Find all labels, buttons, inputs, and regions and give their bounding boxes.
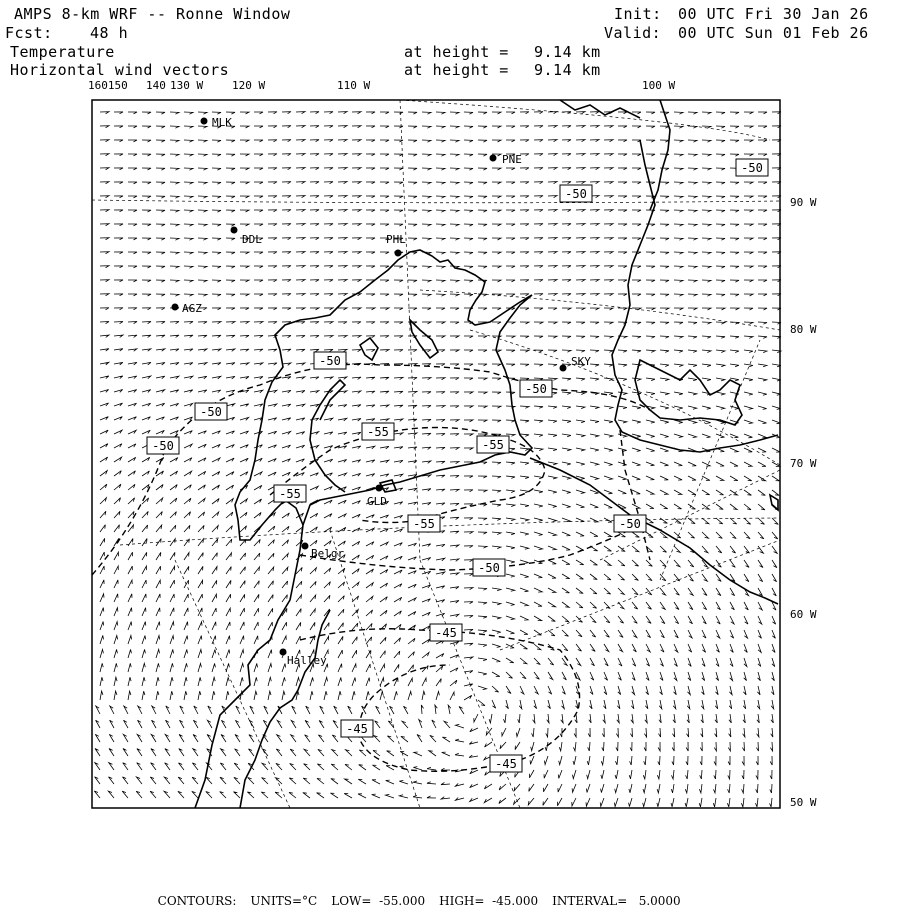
lon-label: 130 W [170,79,204,92]
contour-label: -55 [413,517,435,531]
station-label: Belgr [311,547,345,560]
contour-high: HIGH= -45.000 [439,894,539,908]
lat-label: 60 W [790,608,817,621]
init-label: Init: [614,5,662,23]
lat-label: 80 W [790,323,817,336]
height-value-2: 9.14 km [534,61,601,79]
contour-label: -50 [478,561,500,575]
station-label: AGZ [182,302,202,315]
station-label: PNE [502,153,522,166]
lat-label: 90 W [790,196,817,209]
valid-label: Valid: [604,24,662,42]
lon-label: 100 W [642,79,676,92]
contour-label: -50 [319,354,341,368]
height-label-2: at height = [404,61,509,79]
contour-label: -50 [565,187,587,201]
station-label: DDL [242,233,262,246]
init-time: 00 UTC Fri 30 Jan 26 [678,5,869,23]
station-marker [172,304,179,311]
station-marker [490,155,497,162]
station-marker [302,543,309,550]
station-marker [560,365,567,372]
contour-interval: INTERVAL= 5.0000 [552,894,681,908]
contour-low: LOW= -55.000 [331,894,426,908]
contour-label: -50 [741,161,763,175]
contour-label: -45 [495,757,517,771]
station-marker [201,118,208,125]
height-label-1: at height = [404,43,509,61]
lon-label: 120 W [232,79,266,92]
contour-label: -50 [152,439,174,453]
lat-lon-grid [92,100,780,808]
contours-label: CONTOURS: [157,894,237,908]
valid-time: 00 UTC Sun 01 Feb 26 [678,24,869,42]
contour-label-group [147,159,768,772]
field-temperature: Temperature [10,43,115,61]
forecast-label: Fcst: [5,24,53,42]
map-frame [92,100,780,808]
station-label: GLD [367,495,387,508]
contour-label: -50 [525,382,547,396]
station-label: MLK [212,116,232,129]
contour-label: -45 [346,722,368,736]
lon-label: 140 [146,79,166,92]
contour-label: -55 [367,425,389,439]
wind-vector-field [94,112,781,807]
station-marker [376,485,383,492]
contour-label: -50 [619,517,641,531]
lon-label: 110 W [337,79,371,92]
contour-label: -55 [279,487,301,501]
contour-label: -50 [200,405,222,419]
field-wind-vectors: Horizontal wind vectors [10,61,230,79]
height-value-1: 9.14 km [534,43,601,61]
station-marker [231,227,238,234]
lon-label: 160150 [88,79,128,92]
forecast-hour: 48 h [90,24,129,42]
contour-info [150,880,695,908]
lat-label: 70 W [790,457,817,470]
contour-label: -55 [482,438,504,452]
station-label: PHL [386,233,406,246]
map-title: AMPS 8-km WRF -- Ronne Window [14,5,291,23]
station-label: SKY [571,355,591,368]
station-marker [395,250,402,257]
station-label: Halley [287,654,327,667]
coastline [195,100,778,808]
lat-label: 50 W [790,796,817,809]
contour-label: -45 [435,626,457,640]
station-marker [280,649,287,656]
contour-units: UNITS=°C [250,894,318,908]
wind-vectors [94,112,781,807]
